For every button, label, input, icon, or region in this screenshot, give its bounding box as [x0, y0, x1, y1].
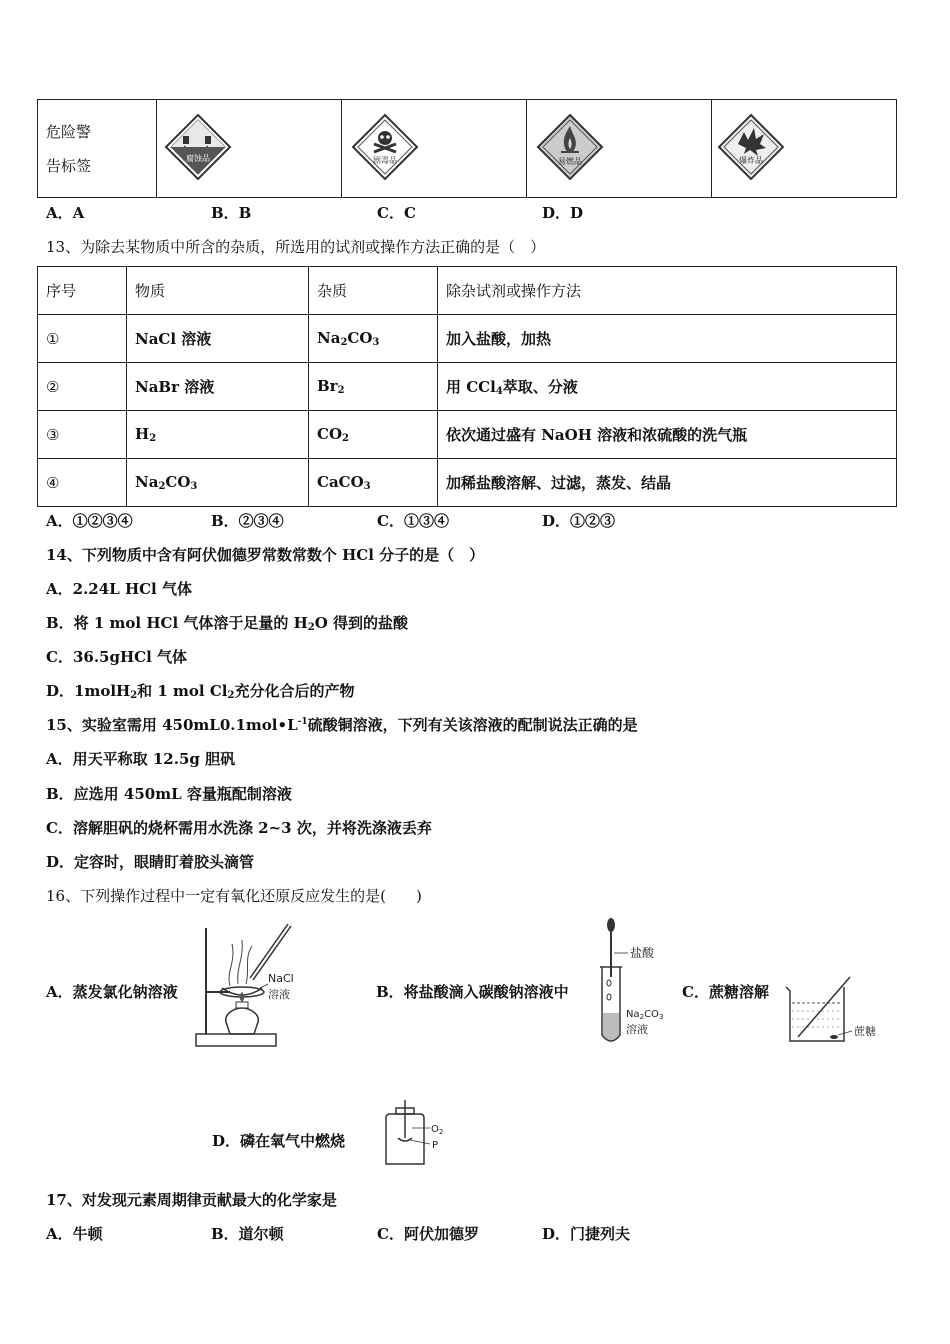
fig-b-label-solution: 溶液 — [626, 1023, 648, 1036]
row-no: ④ — [38, 459, 127, 507]
q17-option-c: C．阿伏加德罗 — [377, 1225, 479, 1243]
explosive-sign-icon — [716, 112, 786, 182]
hazard-table — [37, 99, 897, 198]
q13-option-a: A．①②③④ — [46, 512, 133, 530]
evaporation-apparatus-icon — [190, 922, 320, 1050]
impurity-text: Br — [317, 377, 338, 395]
q14-d-subscript-2: 2 — [227, 690, 235, 701]
purification-table — [37, 266, 897, 507]
hazard-label-line1: 危险警 — [46, 122, 92, 141]
q14-stem: 14、下列物质中含有阿伏伽德罗常数常数个 HCl 分子的是（ ） — [46, 546, 485, 564]
hazard-label-line2: 告标签 — [46, 156, 92, 175]
q14-d-text-tail: 充分化合后的产物 — [234, 682, 355, 700]
substance-text: H — [135, 425, 150, 443]
fig-b-na: Na — [626, 1009, 640, 1020]
substance-suffix: 溶液 — [176, 330, 212, 348]
q13-option-d: D．①②③ — [542, 512, 616, 530]
row-method: 依次通过盛有 NaOH 溶液和浓硫酸的洗气瓶 — [438, 411, 897, 459]
method-subscript: 4 — [495, 386, 503, 397]
method-text: 用 CCl — [446, 378, 496, 396]
row-substance — [127, 363, 309, 411]
row-substance — [127, 315, 309, 363]
q16-stem: 16、下列操作过程中一定有氧化还原反应发生的是( ) — [46, 887, 422, 905]
q14-b-subscript: 2 — [307, 622, 315, 633]
hazard-cell-c — [527, 100, 712, 198]
q15-option-d: D．定容时，眼睛盯着胶头滴管 — [46, 853, 255, 871]
fig-b-co: CO — [644, 1009, 659, 1020]
q17-option-b: B．道尔顿 — [211, 1225, 284, 1243]
row-method: 加稀盐酸溶解、过滤，蒸发、结晶 — [438, 459, 897, 507]
table-row — [38, 363, 897, 411]
fig-b-sub1: 2 — [639, 1013, 645, 1021]
flammable-sign-icon — [535, 112, 605, 182]
q15-option-a: A．用天平称取 12.5g 胆矾 — [46, 750, 236, 768]
q14-option-b — [46, 612, 408, 633]
impurity-text-tail: CO — [347, 329, 373, 347]
fig-d-label-o2 — [431, 1124, 443, 1136]
row-no: ② — [38, 363, 127, 411]
hazard-cell-a — [157, 100, 342, 198]
fig-b-label-hcl: 盐酸 — [630, 946, 655, 960]
hazard-sign-text-d: 爆炸品 — [739, 155, 763, 165]
header-method: 除杂试剂或操作方法 — [438, 267, 897, 315]
q12-option-d: D．D — [542, 204, 584, 222]
q16-option-d: D．磷在氧气中燃烧 — [212, 1132, 346, 1150]
row-method: 加入盐酸，加热 — [438, 315, 897, 363]
q17-stem: 17、对发现元素周期律贡献最大的化学家是 — [46, 1191, 337, 1209]
q14-option-c: C．36.5gHCl 气体 — [46, 648, 187, 666]
hazard-cell-b — [342, 100, 527, 198]
table-row — [38, 315, 897, 363]
fig-d-sub: 2 — [438, 1128, 444, 1136]
impurity-subscript: 2 — [340, 337, 348, 348]
q15-stem-tail: 硫酸铜溶液，下列有关该溶液的配制说法正确的是 — [307, 716, 638, 734]
row-method — [438, 363, 897, 411]
q12-option-b: B．B — [211, 204, 252, 222]
q14-option-d — [46, 680, 354, 701]
impurity-text: Na — [317, 329, 341, 347]
fig-d-o: O — [431, 1124, 439, 1135]
q17-option-a: A．牛顿 — [46, 1225, 103, 1243]
substance-subscript: 2 — [149, 433, 157, 444]
header-substance: 物质 — [127, 267, 309, 315]
q15-option-c: C．溶解胆矾的烧杯需用水洗涤 2~3 次，并将洗涤液丢弃 — [46, 819, 432, 837]
q15-option-b: B．应选用 450mL 容量瓶配制溶液 — [46, 785, 292, 803]
substance-text-tail: CO — [165, 473, 191, 491]
hazard-sign-text-a: 腐蚀品 — [186, 153, 210, 163]
hazard-row-label — [38, 100, 157, 198]
q14-d-text-mid: 和 1 mol Cl — [137, 682, 228, 700]
row-impurity — [309, 411, 438, 459]
table-row — [38, 411, 897, 459]
row-impurity — [309, 315, 438, 363]
q14-b-text: B．将 1 mol HCl 气体溶于足量的 H — [46, 614, 308, 632]
beaker-stirring-icon — [782, 975, 892, 1049]
substance-subscript: 2 — [158, 481, 166, 492]
fig-d-label-p: P — [432, 1140, 439, 1151]
q12-option-a: A．A — [46, 204, 85, 222]
table-header-row — [38, 267, 897, 315]
substance-subscript-2: 3 — [190, 481, 198, 492]
row-no: ① — [38, 315, 127, 363]
hazard-sign-text-b: 剧毒品 — [373, 155, 397, 165]
q14-b-text-tail: O 得到的盐酸 — [314, 614, 409, 632]
fig-a-label-solution: 溶液 — [268, 988, 290, 1001]
q14-d-text: D．1molH — [46, 682, 131, 700]
row-no: ③ — [38, 411, 127, 459]
q12-option-c: C．C — [377, 204, 416, 222]
row-impurity — [309, 459, 438, 507]
row-substance — [127, 411, 309, 459]
impurity-text: CaCO — [317, 473, 364, 491]
fig-b-sub2: 3 — [658, 1013, 664, 1021]
q17-option-d: D．门捷列夫 — [542, 1225, 631, 1243]
method-text-tail: 萃取、分液 — [502, 378, 578, 396]
test-tube-dropper-icon — [594, 917, 674, 1049]
substance-suffix: 溶液 — [179, 378, 215, 396]
q16-option-a: A．蒸发氯化钠溶液 — [46, 983, 178, 1001]
impurity-text: CO — [317, 425, 343, 443]
substance-text: NaCl — [135, 330, 177, 348]
fig-c-label-sucrose: 蔗糖 — [854, 1025, 876, 1038]
table-row — [38, 459, 897, 507]
q13-option-b: B．②③④ — [211, 512, 284, 530]
phosphorus-burning-bottle-icon — [380, 1098, 450, 1170]
hazard-cell-d — [712, 100, 897, 198]
hazard-sign-text-c: 易燃品 — [558, 156, 582, 166]
toxic-sign-icon — [350, 112, 420, 182]
q16-option-c: C．蔗糖溶解 — [682, 983, 769, 1001]
impurity-subscript: 2 — [342, 433, 349, 444]
impurity-subscript: 3 — [363, 481, 371, 492]
q14-d-subscript-1: 2 — [130, 690, 138, 701]
header-no: 序号 — [38, 267, 127, 315]
header-impurity: 杂质 — [309, 267, 438, 315]
q14-option-a: A．2.24L HCl 气体 — [46, 580, 192, 598]
q13-stem: 13、为除去某物质中所含的杂质，所选用的试剂或操作方法正确的是（ ） — [46, 238, 546, 256]
impurity-subscript: 2 — [337, 385, 345, 396]
row-impurity — [309, 363, 438, 411]
corrosive-sign-icon — [163, 112, 233, 182]
q13-option-c: C．①③④ — [377, 512, 449, 530]
impurity-subscript-2: 3 — [372, 337, 380, 348]
q15-stem — [46, 714, 638, 735]
q15-stem-superscript: -1 — [297, 717, 308, 727]
q15-stem-text: 15、实验室需用 450mL0.1mol•L — [46, 716, 298, 734]
fig-b-label-na2co3 — [626, 1009, 663, 1021]
fig-a-label-nacl: NaCl — [268, 972, 294, 985]
substance-text: NaBr — [135, 378, 180, 396]
q16-option-b: B．将盐酸滴入碳酸钠溶液中 — [376, 983, 569, 1001]
row-substance — [127, 459, 309, 507]
substance-text: Na — [135, 473, 159, 491]
